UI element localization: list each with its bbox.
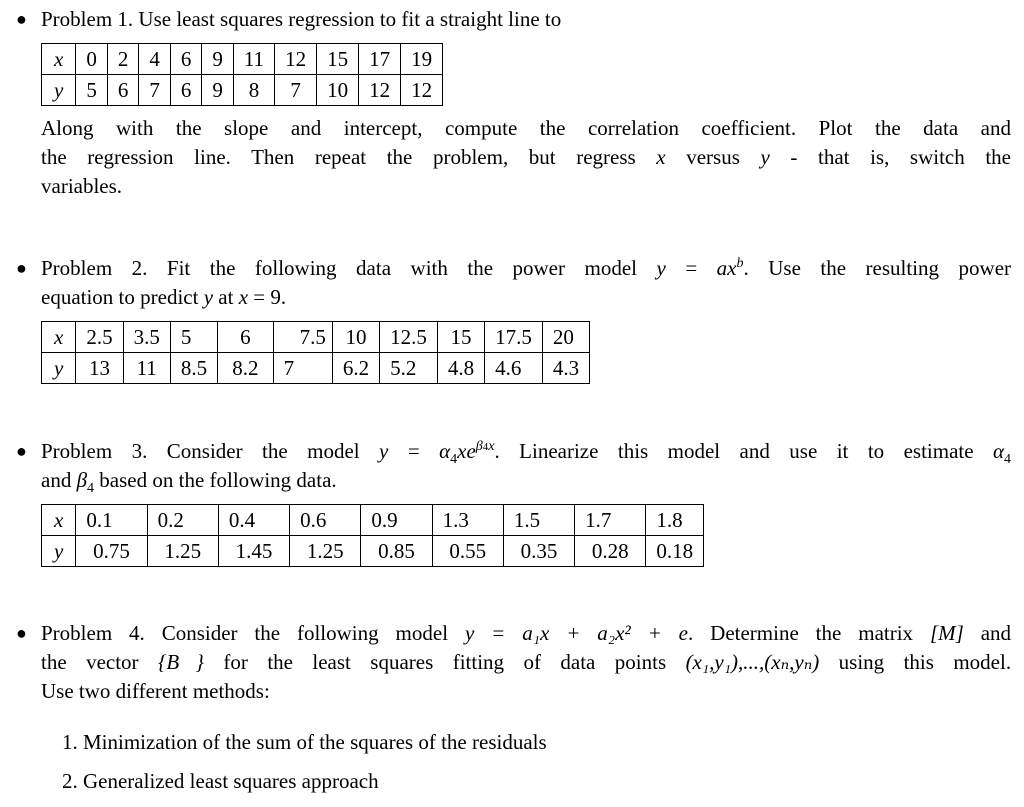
table-cell: 1.5 <box>503 505 574 536</box>
table-cell: 4 <box>139 44 171 75</box>
problem-2-table <box>41 321 590 384</box>
table-row-y <box>42 353 590 384</box>
table-cell: 0.1 <box>76 505 147 536</box>
table-cell: 1.25 <box>147 536 218 567</box>
row-label: y <box>42 75 76 106</box>
description-line: variables. <box>41 174 123 198</box>
description-line: Along with the slope and intercept, compute the correlation coefficient. Plot the data and <box>41 116 1011 140</box>
table-cell: 17.5 <box>485 322 543 353</box>
data-points: (x₁,y₁),...,(xₙ,yₙ) <box>685 650 820 674</box>
table-cell: 5 <box>170 322 217 353</box>
list-item: 2. Generalized least squares approach <box>62 769 379 793</box>
table-cell: 11 <box>123 353 170 384</box>
table-cell: 10 <box>332 322 379 353</box>
table-cell: 17 <box>359 44 401 75</box>
table-cell: 0.75 <box>76 536 147 567</box>
table-cell: 6 <box>170 44 202 75</box>
matrix-symbol: [M] <box>929 621 964 645</box>
table-cell: 1.3 <box>432 505 503 536</box>
table-cell: 6 <box>170 75 202 106</box>
table-cell: 6 <box>218 322 274 353</box>
table-row-x <box>42 322 590 353</box>
description-line: the regression line. Then repeat the problem, but regress x versus y - that is, switch the <box>41 145 1011 169</box>
table-cell: 12 <box>359 75 401 106</box>
table-cell: 0.2 <box>147 505 218 536</box>
bullet-icon: ● <box>16 623 27 643</box>
table-row-x <box>42 44 443 75</box>
table-cell: 8.5 <box>170 353 217 384</box>
table-cell: 7.5 <box>273 322 332 353</box>
table-cell: 12 <box>401 75 443 106</box>
bullet-icon: ● <box>16 9 27 29</box>
table-cell: 10 <box>317 75 359 106</box>
table-cell: 15 <box>437 322 484 353</box>
bullet-icon: ● <box>16 441 27 461</box>
table-cell: 15 <box>317 44 359 75</box>
problem-4-statement-3: Use two different methods: <box>41 679 270 703</box>
row-label: x <box>42 505 76 536</box>
row-label: x <box>42 44 76 75</box>
table-cell: 0 <box>76 44 108 75</box>
table-cell: 8.2 <box>218 353 274 384</box>
table-cell: 0.35 <box>503 536 574 567</box>
table-cell: 1.45 <box>218 536 289 567</box>
table-cell: 13 <box>76 353 123 384</box>
methods-list <box>62 728 547 806</box>
problem-1-table <box>41 43 443 106</box>
table-cell: 2.5 <box>76 322 123 353</box>
problem-1-statement: Problem 1. Use least squares regression to fit a straight line to <box>41 7 562 31</box>
table-cell: 19 <box>401 44 443 75</box>
table-cell: 2 <box>107 44 139 75</box>
bullet-icon: ● <box>16 258 27 278</box>
problem-3-table <box>41 504 704 567</box>
problem-2-statement-2: equation to predict y at x = 9. <box>41 285 287 309</box>
table-cell: 11 <box>233 44 274 75</box>
table-cell: 12.5 <box>380 322 438 353</box>
table-cell: 5.2 <box>380 353 438 384</box>
table-cell: 5 <box>76 75 108 106</box>
table-cell: 0.18 <box>646 536 704 567</box>
table-cell: 12 <box>275 44 317 75</box>
model-formula: y = a₁x + a₂x² + e <box>464 621 689 645</box>
row-label: x <box>42 322 76 353</box>
problem-3-statement: Problem 3. Consider the model $y = \alpha_4xe^{\beta 4x}$. Linearize this model and use it to estimate $\alpha_4$ <box>41 439 1012 468</box>
table-cell: 9 <box>202 75 234 106</box>
table-cell: 1.25 <box>290 536 361 567</box>
table-cell: 0.85 <box>361 536 432 567</box>
table-cell: 9 <box>202 44 234 75</box>
table-cell: 1.7 <box>575 505 646 536</box>
table-cell: 7 <box>139 75 171 106</box>
table-cell: 4.6 <box>485 353 543 384</box>
row-label: y <box>42 536 76 567</box>
problem-4-statement-2: the vector {B⃗} for the least squares fitting of data points (x₁,y₁),...,(xₙ,yₙ) using this model. <box>41 650 1012 674</box>
table-row-y <box>42 536 704 567</box>
problem-3-statement-2: and $\beta_4$ based on the following data. <box>41 468 337 497</box>
table-row-x <box>42 505 704 536</box>
table-cell: 20 <box>542 322 589 353</box>
table-cell: 4.8 <box>437 353 484 384</box>
problem-2-statement: Problem 2. Fit the following data with the power model $y = ax^b$. Use the resulting power <box>41 256 1012 280</box>
table-cell: 0.4 <box>218 505 289 536</box>
table-cell: 3.5 <box>123 322 170 353</box>
table-cell: 0.6 <box>290 505 361 536</box>
table-cell: 7 <box>275 75 317 106</box>
table-cell: 6 <box>107 75 139 106</box>
problem-4-statement: Problem 4. Consider the following model y = a₁x + a₂x² + e. Determine the matrix [M] and <box>41 621 1012 645</box>
table-cell: 8 <box>233 75 274 106</box>
list-item: 1. Minimization of the sum of the squares of the residuals <box>62 730 547 754</box>
table-cell: 4.3 <box>542 353 589 384</box>
row-label: y <box>42 353 76 384</box>
table-cell: 0.28 <box>575 536 646 567</box>
table-row-y <box>42 75 443 106</box>
table-cell: 0.55 <box>432 536 503 567</box>
table-cell: 7 <box>273 353 332 384</box>
table-cell: 1.8 <box>646 505 704 536</box>
table-cell: 0.9 <box>361 505 432 536</box>
vector-symbol: {B⃗} <box>158 650 204 674</box>
table-cell: 6.2 <box>332 353 379 384</box>
